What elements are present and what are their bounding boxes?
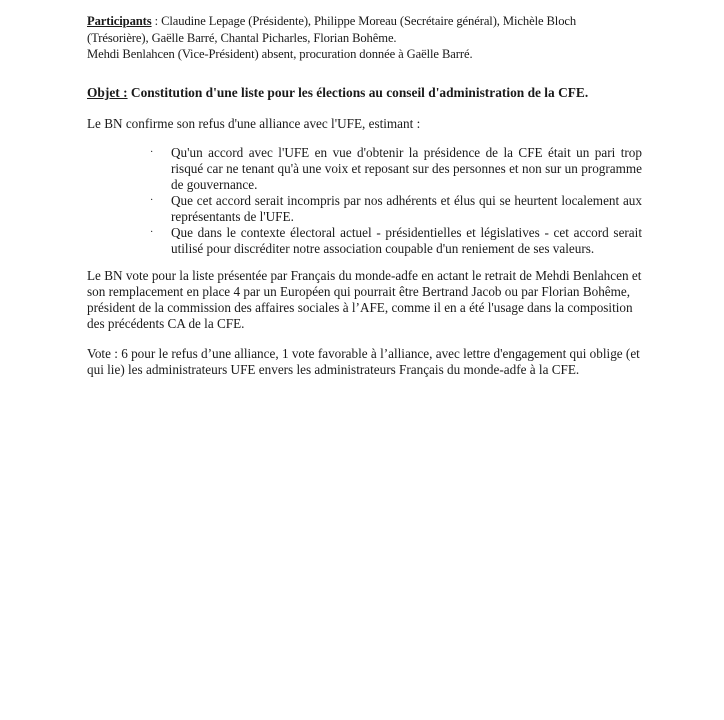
participants-line-3: Mehdi Benlahcen (Vice-Président) absent, procuration donnée à Gaëlle Barré. [87,47,473,61]
reasons-list [150,145,642,257]
participants-line-1: Claudine Lepage (Présidente), Philippe Moreau (Secrétaire général), Michèle Bloch [161,14,577,28]
objet-paragraph [87,85,647,101]
intro-text: Le BN confirme son refus d'une alliance avec l'UFE, estimant : [87,116,421,131]
list-item [150,145,642,193]
objet-label: Objet : [87,85,128,100]
list-item-text: Que cet accord serait incompris par nos adhérents et élus qui se heurtent localement aux représentants de l'UFE. [171,193,642,224]
bullet-icon: · [150,147,154,158]
participants-label: Participants [87,14,152,28]
vote-list-paragraph: Le BN vote pour la liste présentée par Français du monde-adfe en actant le retrait de Mehdi Benlahcen et son remplacement en place 4 par un Européen qui pourrait être Bertrand Jacob ou par Florian Bohême, président de la commission des affaires sociales à l’AFE, comme il en a été l'usage dans la composition des précédents CA de la CFE. [87,268,642,331]
participants-paragraph [87,13,647,63]
list-item-text: Que dans le contexte électoral actuel - présidentielles et législatives - cet accord serait utilisé pour discréditer notre association coupable d'un reniement de ses valeurs. [171,225,642,256]
list-item [150,225,642,257]
objet-text: Constitution d'une liste pour les élections au conseil d'administration de la CFE. [127,85,589,100]
participants-separator: : [151,14,162,28]
list-item [150,193,642,225]
vote-paragraph: Vote : 6 pour le refus d’une alliance, 1 vote favorable à l’alliance, avec lettre d'engagement qui oblige (et qui lie) les administrateurs UFE envers les administrateurs Français du monde-adfe à la CFE. [87,346,640,377]
participants-line-2: (Trésorière), Gaëlle Barré, Chantal Picharles, Florian Bohême. [87,30,397,45]
list-item-text: Qu'un accord avec l'UFE en vue d'obtenir la présidence de la CFE était un pari trop risqué car ne tenant qu'à une voix et reposant sur des personnes et non sur un programme de gouvernance. [171,145,642,192]
bullet-icon: · [150,195,154,206]
bullet-icon: · [150,227,154,238]
